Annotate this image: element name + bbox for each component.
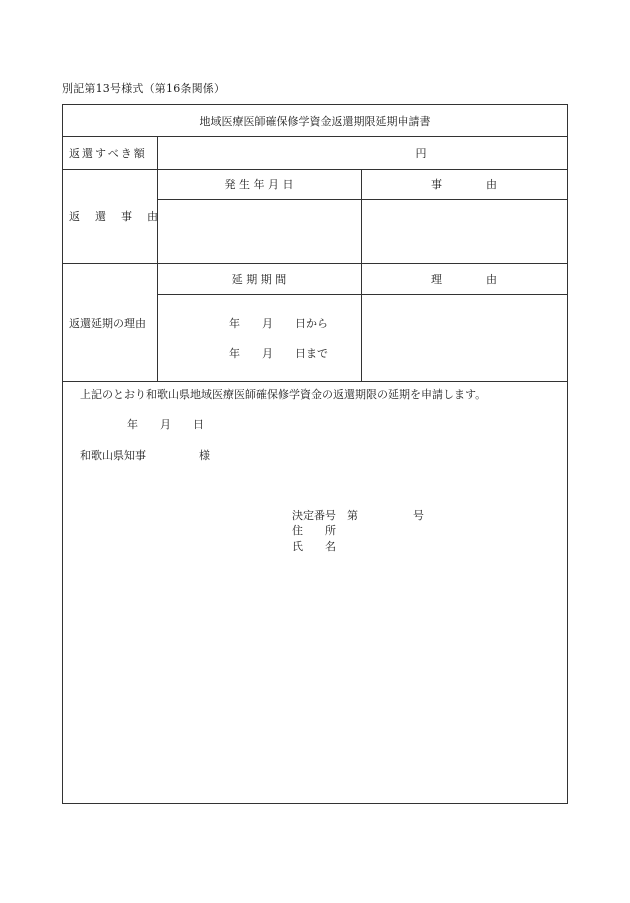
decision-number-line: 決定番号 第 号 [292,509,424,522]
extension-reason-header: 理 由 [431,273,497,286]
row-divider [63,263,567,264]
row-divider [157,199,567,200]
occurrence-date-header: 発 生 年 月 日 [224,178,294,191]
extension-section-label: 返還延期の理由 [69,317,146,330]
declaration-statement: 上記のとおり和歌山県地域医療医師確保修学資金の返還期限の延期を申請します。 [80,388,487,401]
column-divider [157,136,158,381]
extension-period-header: 延 期 期 間 [231,273,287,286]
row-divider [157,294,567,295]
name-label: 氏 名 [292,540,336,553]
form-caption: 別記第13号様式（第16条関係） [62,82,226,95]
declaration-date: 年 月 日 [127,418,204,431]
period-from-line: 年 月 日から [229,317,328,330]
addressee: 和歌山県知事 [80,449,146,462]
row-divider [63,381,567,382]
row-divider [63,136,567,137]
address-label: 住 所 [292,524,336,537]
amount-label: 返還すべき額 [69,147,147,160]
form-title: 地域医療医師確保修学資金返還期限延期申請書 [199,115,431,128]
amount-unit: 円 [415,147,427,160]
addressee-honorific: 様 [199,449,210,462]
reason-header: 事 由 [431,178,497,191]
column-divider [361,169,362,381]
application-form [62,104,568,804]
period-to-line: 年 月 日まで [229,347,328,360]
reason-section-label: 返 還 事 由 [69,210,160,223]
row-divider [63,169,567,170]
